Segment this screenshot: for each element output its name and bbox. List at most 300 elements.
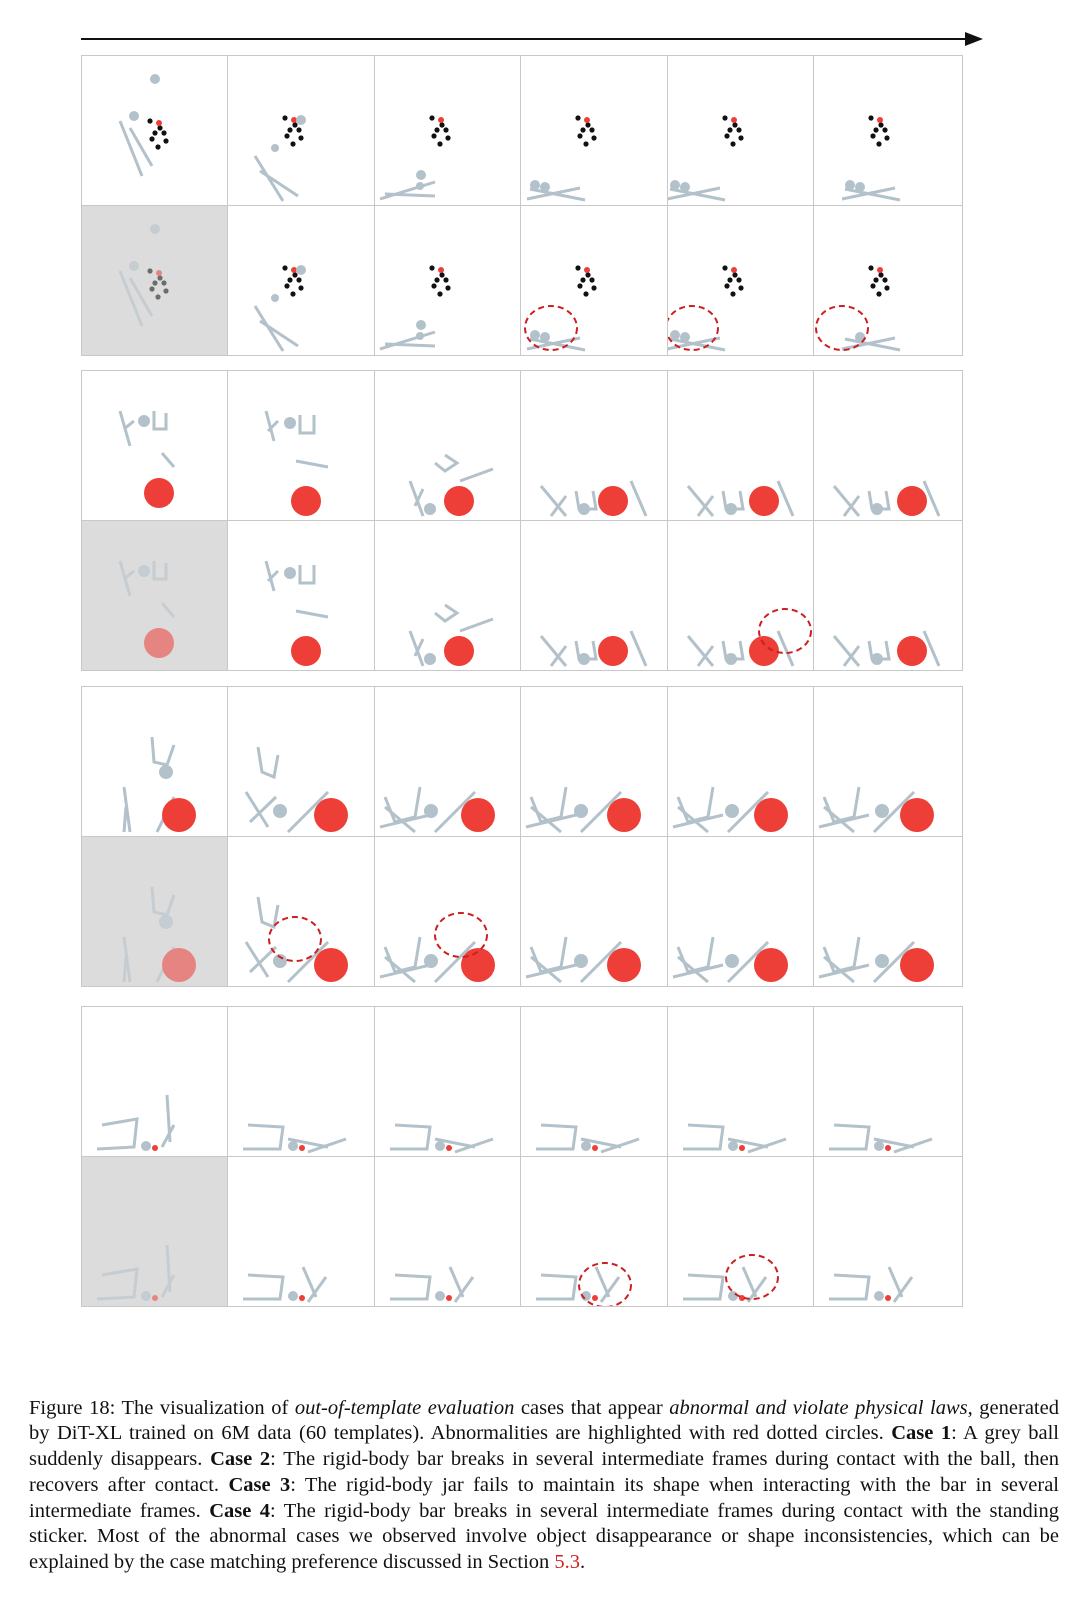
red-particle <box>438 117 444 123</box>
rigid-bar <box>130 128 152 166</box>
frame-canvas <box>228 837 377 987</box>
video-frame <box>374 205 524 356</box>
black-particle <box>724 283 729 288</box>
video-frame <box>813 1156 963 1307</box>
case3-block <box>81 686 985 987</box>
grey-ball <box>416 170 426 180</box>
black-particle <box>870 283 875 288</box>
black-particle <box>727 127 732 132</box>
jar-shape <box>390 1275 430 1299</box>
frame-canvas <box>668 56 817 206</box>
red-sticker <box>446 1295 452 1301</box>
red-particle <box>877 117 883 123</box>
grey-ball <box>424 653 436 665</box>
rigid-bar <box>778 631 793 666</box>
jar-shape <box>300 415 314 433</box>
frame-canvas <box>668 206 817 356</box>
video-frame <box>81 1006 231 1157</box>
grey-ball <box>875 954 889 968</box>
red-sticker <box>739 1145 745 1151</box>
video-frame <box>667 205 817 356</box>
black-particle <box>577 283 582 288</box>
jar-shape <box>683 1275 723 1299</box>
black-particle <box>738 135 743 140</box>
case-3-label: Case 3 <box>228 1473 291 1496</box>
video-frame <box>374 370 524 521</box>
jar-shape <box>243 1125 283 1149</box>
case-2-label: Case 2 <box>210 1448 271 1471</box>
black-particle <box>591 135 596 140</box>
case1-generated-row <box>81 205 985 356</box>
frame-canvas <box>668 521 817 671</box>
grey-ball <box>435 1291 445 1301</box>
grey-ball <box>271 294 279 302</box>
black-particle <box>147 268 152 273</box>
black-particle <box>434 277 439 282</box>
rigid-bar <box>455 1277 473 1302</box>
grey-ball <box>159 915 173 929</box>
grey-ball <box>138 415 150 427</box>
black-particle <box>147 118 152 123</box>
frame-canvas <box>814 206 963 356</box>
frame-canvas <box>521 1007 670 1157</box>
rigid-bar <box>162 603 174 617</box>
rigid-bar <box>296 461 328 467</box>
black-particle <box>878 272 883 277</box>
red-sticker <box>885 1295 891 1301</box>
red-sticker <box>592 1295 598 1301</box>
black-particle <box>290 141 295 146</box>
grey-ball <box>150 74 160 84</box>
frame-canvas <box>375 687 524 837</box>
black-particle <box>878 122 883 127</box>
conditioning-frame <box>81 836 231 987</box>
frame-canvas <box>814 1157 963 1307</box>
grey-ball <box>284 567 296 579</box>
black-particle <box>149 286 154 291</box>
video-frame <box>227 520 377 671</box>
video-frame <box>667 370 817 521</box>
black-particle <box>439 122 444 127</box>
jar-shape <box>435 605 457 621</box>
grey-ball <box>271 144 279 152</box>
video-frame <box>374 1156 524 1307</box>
video-frame <box>374 55 524 206</box>
rigid-bar <box>385 194 435 196</box>
black-particle <box>575 115 580 120</box>
frame-canvas <box>82 206 231 356</box>
jar-shape <box>243 1275 283 1299</box>
black-particle <box>296 277 301 282</box>
jar-shape <box>683 1125 723 1149</box>
jar-shape <box>531 787 566 822</box>
black-particle <box>722 265 727 270</box>
red-particle <box>731 117 737 123</box>
rigid-bar <box>410 631 423 666</box>
frame-canvas <box>82 1007 231 1157</box>
frame-canvas <box>521 371 670 521</box>
figure-caption: Figure 18: The visualization of out-of-template evaluation cases that appear abnormal and violate physical laws, generated by DiT-XL trained on 6M data (60 templates). Abnormalities are highlighted with red dotted circles. Case 1: A grey ball suddenly disappears. Case 2: The rigid-body bar breaks in several intermediate frames during contact with the ball, then recovers after contact. Case 3: The rigid-body jar fails to maintain its shape when interacting with the bar in several intermediate frames. Case 4: The rigid-body bar breaks in several intermediate frames during contact with the standing sticker. Most of the abnormal cases we observed involve object disappearance or shape inconsistencies, which can be explained by the case matching preference discussed in Section 5.3. <box>29 1396 1059 1574</box>
rigid-bar <box>296 611 328 617</box>
black-particle <box>149 136 154 141</box>
black-particle <box>429 115 434 120</box>
video-frame <box>667 836 817 987</box>
rigid-bar <box>845 189 900 200</box>
black-particle <box>296 127 301 132</box>
red-ball <box>314 798 348 832</box>
black-particle <box>443 277 448 282</box>
red-sticker <box>299 1145 305 1151</box>
frame-canvas <box>228 1157 377 1307</box>
black-particle <box>876 291 881 296</box>
video-frame <box>520 55 670 206</box>
rigid-bar <box>460 469 493 481</box>
grey-ball <box>296 265 306 275</box>
conditioning-frame <box>81 1156 231 1307</box>
jar-shape <box>678 787 713 822</box>
video-frame <box>813 1006 963 1157</box>
jar-shape <box>154 411 166 429</box>
red-ball <box>749 486 779 516</box>
black-particle <box>157 275 162 280</box>
video-frame <box>227 205 377 356</box>
grey-ball <box>424 503 436 515</box>
red-ball <box>162 948 196 982</box>
black-particle <box>727 277 732 282</box>
black-particle <box>575 265 580 270</box>
red-ball <box>897 486 927 516</box>
red-ball <box>598 636 628 666</box>
frame-canvas <box>521 687 670 837</box>
video-frame <box>813 55 963 206</box>
red-particle <box>877 267 883 273</box>
jar-shape <box>678 937 713 972</box>
frame-canvas <box>228 687 377 837</box>
frame-canvas <box>228 56 377 206</box>
grey-ball <box>129 111 139 121</box>
jar-shape <box>385 787 420 822</box>
case1-ground-truth-row <box>81 55 985 206</box>
frame-canvas <box>375 371 524 521</box>
black-particle <box>298 135 303 140</box>
black-particle <box>882 127 887 132</box>
black-particle <box>591 285 596 290</box>
red-ball <box>144 478 174 508</box>
frame-canvas <box>375 837 524 987</box>
black-particle <box>730 141 735 146</box>
grey-ball <box>874 1291 884 1301</box>
black-particle <box>431 133 436 138</box>
black-particle <box>589 277 594 282</box>
rigid-bar <box>670 339 725 350</box>
rigid-bar <box>845 339 900 350</box>
conditioning-frame <box>81 520 231 671</box>
case-1-label: Case 1 <box>891 1422 952 1445</box>
red-sticker <box>592 1145 598 1151</box>
video-frame <box>374 520 524 671</box>
black-particle <box>163 288 168 293</box>
rigid-bar <box>894 1277 912 1302</box>
video-frame <box>81 686 231 837</box>
grey-ball <box>159 765 173 779</box>
rigid-bar <box>530 189 585 200</box>
black-particle <box>585 272 590 277</box>
case4-ground-truth-row <box>81 1006 985 1157</box>
rigid-bar <box>124 957 126 982</box>
black-particle <box>724 133 729 138</box>
grey-ball <box>296 115 306 125</box>
jar-shape <box>152 737 174 765</box>
black-particle <box>155 144 160 149</box>
frame-canvas <box>521 206 670 356</box>
video-frame <box>227 370 377 521</box>
black-particle <box>736 127 741 132</box>
jar-shape <box>829 1275 869 1299</box>
black-particle <box>290 291 295 296</box>
black-particle <box>161 280 166 285</box>
black-particle <box>583 141 588 146</box>
video-frame <box>813 205 963 356</box>
red-ball <box>144 628 174 658</box>
frame-canvas <box>82 371 231 521</box>
jar-shape <box>152 887 174 915</box>
black-particle <box>155 294 160 299</box>
grey-ball <box>435 1141 445 1151</box>
video-frame <box>813 370 963 521</box>
red-sticker <box>885 1145 891 1151</box>
case2-block <box>81 370 985 671</box>
rigid-bar <box>385 344 435 346</box>
video-frame <box>520 370 670 521</box>
red-particle <box>584 117 590 123</box>
black-particle <box>445 135 450 140</box>
black-particle <box>868 115 873 120</box>
black-particle <box>736 277 741 282</box>
red-particle <box>584 267 590 273</box>
black-particle <box>580 127 585 132</box>
red-particle <box>731 267 737 273</box>
rigid-bar <box>124 807 126 832</box>
video-frame <box>374 686 524 837</box>
video-frame <box>227 686 377 837</box>
red-ball <box>314 948 348 982</box>
red-sticker <box>299 1295 305 1301</box>
red-ball <box>607 798 641 832</box>
jar-shape <box>258 897 278 927</box>
video-frame <box>374 836 524 987</box>
jar-shape <box>97 1269 137 1299</box>
black-particle <box>443 127 448 132</box>
frame-canvas <box>375 1157 524 1307</box>
red-ball <box>291 486 321 516</box>
black-particle <box>163 138 168 143</box>
black-particle <box>157 125 162 130</box>
black-particle <box>580 277 585 282</box>
grey-ball <box>141 1291 151 1301</box>
frame-canvas <box>82 1157 231 1307</box>
grey-ball <box>138 565 150 577</box>
jar-shape <box>536 1275 576 1299</box>
jar-shape <box>97 1119 137 1149</box>
video-frame <box>667 686 817 837</box>
black-particle <box>282 265 287 270</box>
frame-canvas <box>375 521 524 671</box>
jar-shape <box>824 787 859 822</box>
frame-canvas <box>228 206 377 356</box>
black-particle <box>732 272 737 277</box>
video-frame <box>227 1156 377 1307</box>
black-particle <box>868 265 873 270</box>
grey-ball <box>150 224 160 234</box>
video-frame <box>520 686 670 837</box>
case4-block <box>81 1006 985 1307</box>
frame-canvas <box>375 56 524 206</box>
black-particle <box>282 115 287 120</box>
frame-canvas <box>228 1007 377 1157</box>
black-particle <box>577 133 582 138</box>
grey-ball <box>581 1141 591 1151</box>
black-particle <box>884 285 889 290</box>
black-particle <box>161 130 166 135</box>
red-particle <box>156 120 162 126</box>
red-particle <box>156 270 162 276</box>
black-particle <box>292 122 297 127</box>
rigid-bar <box>601 1277 619 1302</box>
black-particle <box>429 265 434 270</box>
red-ball <box>754 798 788 832</box>
video-frame <box>520 1006 670 1157</box>
frame-canvas <box>814 837 963 987</box>
black-particle <box>437 141 442 146</box>
video-frame <box>813 836 963 987</box>
grey-ball <box>725 954 739 968</box>
jar-shape <box>531 937 566 972</box>
video-frame <box>667 1006 817 1157</box>
grey-ball <box>273 804 287 818</box>
jar-shape <box>829 1125 869 1149</box>
grey-ball <box>141 1141 151 1151</box>
red-ball <box>444 636 474 666</box>
red-ball <box>607 948 641 982</box>
red-ball <box>461 798 495 832</box>
case-4-label: Case 4 <box>209 1499 271 1522</box>
grey-ball <box>725 804 739 818</box>
case2-generated-row <box>81 520 985 671</box>
black-particle <box>152 280 157 285</box>
grey-ball <box>129 261 139 271</box>
black-particle <box>585 122 590 127</box>
red-ball <box>291 636 321 666</box>
video-frame <box>667 520 817 671</box>
red-ball <box>900 948 934 982</box>
video-frame <box>813 520 963 671</box>
black-particle <box>876 141 881 146</box>
grey-ball <box>288 1291 298 1301</box>
black-particle <box>152 130 157 135</box>
black-particle <box>732 122 737 127</box>
red-ball <box>162 798 196 832</box>
case1-block <box>81 55 985 356</box>
frame-canvas <box>82 837 231 987</box>
frame-canvas <box>814 56 963 206</box>
frame-canvas <box>814 521 963 671</box>
case4-generated-row <box>81 1156 985 1307</box>
black-particle <box>292 272 297 277</box>
frame-canvas <box>814 687 963 837</box>
jar-shape <box>300 565 314 583</box>
red-ball <box>754 948 788 982</box>
grey-ball <box>728 1141 738 1151</box>
grey-ball <box>874 1141 884 1151</box>
frame-canvas <box>814 371 963 521</box>
jar-shape <box>435 455 457 471</box>
black-particle <box>431 283 436 288</box>
red-ball <box>749 636 779 666</box>
frame-canvas <box>82 56 231 206</box>
frame-canvas <box>668 371 817 521</box>
red-sticker <box>446 1145 452 1151</box>
video-frame <box>667 1156 817 1307</box>
jar-shape <box>154 561 166 579</box>
video-frame <box>81 55 231 206</box>
case2-ground-truth-row <box>81 370 985 521</box>
jar-shape <box>390 1125 430 1149</box>
video-frame <box>520 520 670 671</box>
case3-generated-row <box>81 836 985 987</box>
black-particle <box>287 127 292 132</box>
red-ball <box>897 636 927 666</box>
rigid-bar <box>670 189 725 200</box>
grey-ball <box>416 320 426 330</box>
frame-canvas <box>521 1157 670 1307</box>
black-particle <box>287 277 292 282</box>
conditioning-frame <box>81 205 231 356</box>
rigid-bar <box>308 1277 326 1302</box>
video-frame <box>813 686 963 837</box>
black-particle <box>589 127 594 132</box>
grey-ball <box>875 804 889 818</box>
black-particle <box>298 285 303 290</box>
frame-canvas <box>82 687 231 837</box>
black-particle <box>445 285 450 290</box>
black-particle <box>284 133 289 138</box>
frame-canvas <box>814 1007 963 1157</box>
caption-label: Figure 18: <box>29 1396 116 1419</box>
black-particle <box>870 133 875 138</box>
black-particle <box>722 115 727 120</box>
video-frame <box>520 836 670 987</box>
time-arrow <box>0 0 1080 60</box>
video-frame <box>227 55 377 206</box>
frame-canvas <box>375 206 524 356</box>
black-particle <box>437 291 442 296</box>
black-particle <box>434 127 439 132</box>
frame-canvas <box>82 521 231 671</box>
black-particle <box>873 127 878 132</box>
grey-ball <box>284 417 296 429</box>
black-particle <box>583 291 588 296</box>
video-frame <box>520 1156 670 1307</box>
rigid-bar <box>460 619 493 631</box>
frame-canvas <box>521 56 670 206</box>
red-sticker <box>152 1145 158 1151</box>
frame-canvas <box>375 1007 524 1157</box>
jar-shape <box>385 937 420 972</box>
frame-canvas <box>668 687 817 837</box>
section-reference-link[interactable]: 5.3 <box>554 1551 581 1574</box>
black-particle <box>439 272 444 277</box>
black-particle <box>738 285 743 290</box>
